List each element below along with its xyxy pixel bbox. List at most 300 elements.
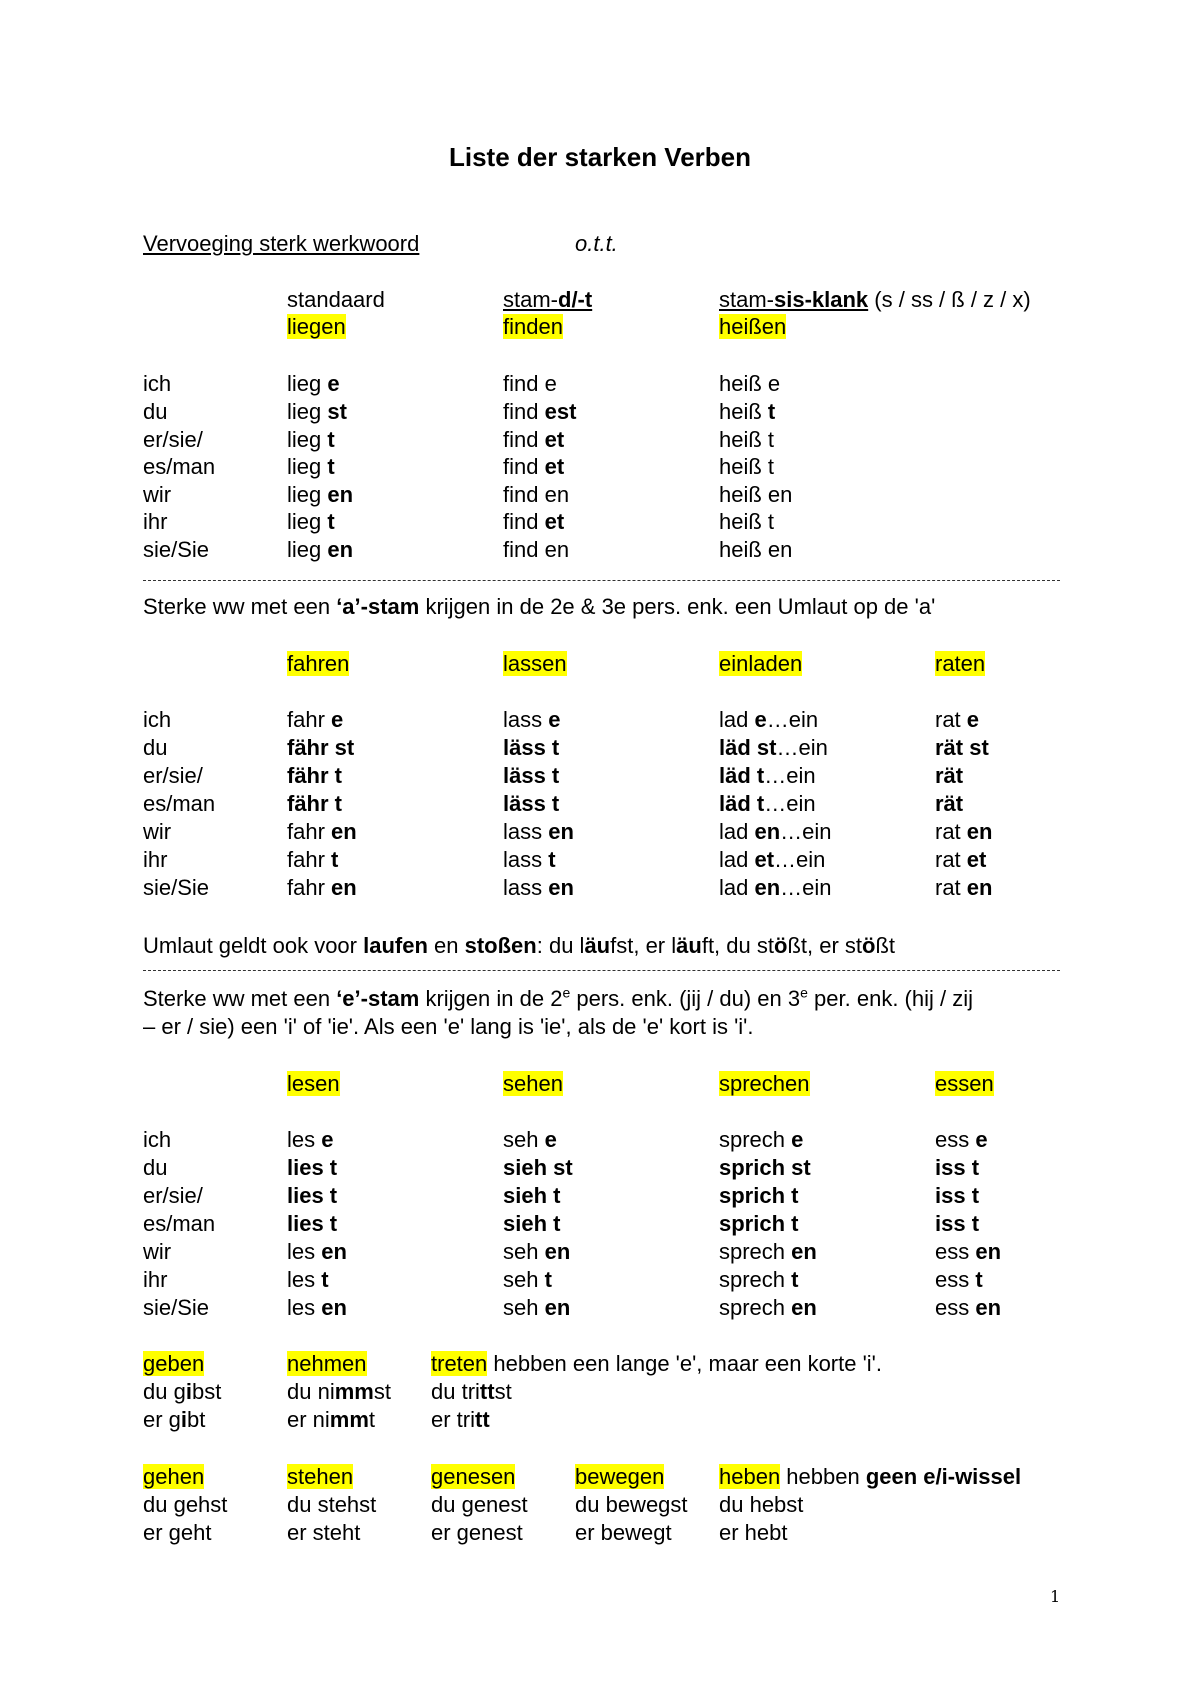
ending: t (767, 399, 776, 424)
ending: et (544, 454, 565, 479)
conjugation-heissen (719, 426, 774, 454)
text-run: ich (143, 371, 172, 396)
text-run: er/sie/ (143, 763, 203, 788)
text-run: lieg (287, 482, 328, 507)
text-run: er/sie/ (143, 1183, 203, 1208)
conjugation-raten (935, 762, 963, 790)
ending: e (975, 1127, 988, 1152)
text-run: ihr (143, 509, 168, 534)
conjugation-liegen (287, 508, 335, 536)
text-run: lad (719, 819, 755, 844)
verb-header (287, 650, 349, 678)
verb-name: finden (503, 314, 563, 339)
ending: e (966, 707, 980, 732)
conjugation-sprechen (719, 1210, 798, 1238)
text-run: sie/Sie (143, 1295, 210, 1320)
text-run: sis-klank (774, 287, 869, 312)
ending: t (331, 847, 339, 872)
ending: rät (935, 791, 964, 816)
pronoun (143, 481, 171, 509)
conjugation-raten (935, 734, 989, 762)
conjugation-sehen (503, 1238, 570, 1266)
umlaut-note (143, 932, 895, 960)
ending: t (544, 1267, 552, 1292)
text-run: find e (503, 371, 557, 396)
verb-header (431, 1463, 515, 1491)
conjugation-einladen (719, 734, 828, 762)
conjugation-sprechen (719, 1266, 798, 1294)
conjugation-fahren (287, 790, 342, 818)
text-run: ‘a’-stam (336, 594, 420, 619)
text-run: …ein (774, 847, 826, 872)
conjugation-einladen (719, 818, 832, 846)
ending: en (791, 1295, 817, 1320)
conjugation-essen (935, 1210, 979, 1238)
text-run: ö (862, 933, 876, 958)
ending: e (754, 707, 767, 732)
ending: en (548, 875, 574, 900)
conjugation-heissen (719, 536, 792, 564)
verb-header (575, 1463, 664, 1491)
text-run: du ni (287, 1379, 335, 1404)
dashed-separator (143, 970, 1060, 971)
ending: e (548, 707, 561, 732)
text-run: i (180, 1407, 188, 1432)
text-run: seh (503, 1295, 545, 1320)
text-run: lad (719, 847, 755, 872)
ending: lies t (287, 1155, 338, 1180)
heading-text: Vervoeging sterk werkwoord (143, 231, 420, 256)
verb-header (719, 1463, 1021, 1491)
text-run: er steht (287, 1520, 361, 1545)
verb-name: genesen (431, 1464, 516, 1489)
pronoun (143, 370, 171, 398)
text-run: sprech (719, 1267, 792, 1292)
ending: sieh st (503, 1155, 573, 1180)
pronoun (143, 398, 167, 426)
verb-header (503, 650, 567, 678)
verb-name: gehen (143, 1464, 205, 1489)
conjugation-einladen (719, 874, 832, 902)
verb-name: lesen (287, 1071, 340, 1096)
text-run: rat (935, 847, 967, 872)
text-run: lass (503, 819, 549, 844)
ending: en (331, 875, 357, 900)
text-run: lass (503, 847, 549, 872)
text-run: wir (143, 482, 172, 507)
text-run: du stehst (287, 1492, 377, 1517)
text-run: find en (503, 482, 570, 507)
form-heben (719, 1491, 803, 1519)
verb-header (287, 1070, 340, 1098)
conjugation-lesen (287, 1238, 347, 1266)
conjugation-finden (503, 370, 557, 398)
text-run: er ni (287, 1407, 330, 1432)
text-run: ihr (143, 1267, 168, 1292)
ending: läss t (503, 735, 560, 760)
ending: fähr t (287, 763, 342, 788)
text-run: du gehst (143, 1492, 228, 1517)
conjugation-einladen (719, 706, 818, 734)
ending: en (331, 819, 357, 844)
ending: fähr t (287, 791, 342, 816)
text-run: du (143, 1155, 168, 1180)
form-stehen (287, 1491, 376, 1519)
text-run: ‘e’-stam (336, 986, 420, 1011)
text-run: er genest (431, 1520, 523, 1545)
text-run: find (503, 454, 545, 479)
text-run: stam- (719, 287, 774, 312)
text-run: find (503, 427, 545, 452)
conjugation-lassen (503, 846, 556, 874)
conjugation-liegen (287, 453, 335, 481)
column-header-stam-sis (719, 286, 1031, 314)
text-run: heiß (719, 399, 768, 424)
text-run: stam- (503, 287, 558, 312)
ending: iss t (935, 1155, 980, 1180)
ending: läss t (503, 763, 560, 788)
section-note (143, 593, 935, 621)
text-run: e (800, 984, 808, 1001)
form-gehen (143, 1519, 212, 1547)
text-run: tt (479, 1379, 495, 1404)
text-run: du bewegst (575, 1492, 688, 1517)
verb-name: sehen (503, 1071, 563, 1096)
text-run: les (287, 1239, 322, 1264)
verb-name: sprechen (719, 1071, 810, 1096)
text-run: heiß en (719, 537, 793, 562)
tense-text: o.t.t. (575, 231, 618, 256)
conjugation-finden (503, 536, 569, 564)
text-run: sie/Sie (143, 537, 210, 562)
conjugation-fahren (287, 734, 354, 762)
text-run: fahr (287, 707, 332, 732)
ending: en (975, 1239, 1002, 1264)
text-run: du (143, 399, 168, 424)
conjugation-raten (935, 818, 992, 846)
text-run: ßt, er st (787, 933, 862, 958)
form-geben (143, 1378, 221, 1406)
text-run: find en (503, 537, 570, 562)
pronoun (143, 734, 167, 762)
form-bewegen (575, 1519, 672, 1547)
pronoun (143, 1294, 209, 1322)
section-note-cont (143, 1013, 753, 1041)
text-run: er bewegt (575, 1520, 672, 1545)
text-run: er/sie/ (143, 427, 203, 452)
conjugation-heissen (719, 453, 774, 481)
text-run: d/-t (558, 287, 593, 312)
conjugation-lesen (287, 1154, 337, 1182)
verb-name: raten (935, 651, 986, 676)
conjugation-raten (935, 790, 963, 818)
verb-header (719, 1070, 810, 1098)
ending: e (321, 1127, 334, 1152)
text-run: find (503, 399, 545, 424)
text-run: …ein (766, 707, 819, 732)
conjugation-sehen (503, 1294, 570, 1322)
text-run: t (368, 1407, 376, 1432)
text-run: …ein (780, 819, 832, 844)
pronoun (143, 453, 215, 481)
text-run: lieg (287, 371, 328, 396)
text-run: st (373, 1379, 391, 1404)
text-run: heiß t (719, 509, 775, 534)
verb-name: stehen (287, 1464, 354, 1489)
conjugation-fahren (287, 762, 342, 790)
text-run: per. enk. (hij / zij (807, 986, 973, 1011)
text-run: er geht (143, 1520, 212, 1545)
text-run: ö (773, 933, 788, 958)
text-run: es/man (143, 1211, 216, 1236)
text-run: rat (935, 707, 967, 732)
text-run: bt (187, 1407, 206, 1432)
text-run: es/man (143, 791, 216, 816)
form-treten (431, 1406, 490, 1434)
text-run: seh (503, 1127, 545, 1152)
text-run: en (427, 933, 465, 958)
ending: e (327, 371, 340, 396)
verb-name: heißen (719, 314, 787, 339)
conjugation-raten (935, 874, 992, 902)
ending: st (327, 399, 347, 424)
conjugation-einladen (719, 846, 825, 874)
verb-header (503, 1070, 563, 1098)
text-run: pers. enk. (jij / du) en 3 (570, 986, 801, 1011)
ending: en (791, 1239, 817, 1264)
conjugation-sprechen (719, 1126, 803, 1154)
verb-header (935, 650, 985, 678)
text-run: äu (676, 933, 702, 958)
text-run: ßt (875, 933, 896, 958)
pronoun (143, 426, 203, 454)
ending: rät (935, 763, 964, 788)
verb-header (935, 1070, 994, 1098)
pronoun (143, 1154, 167, 1182)
verb-name: geben (143, 1351, 205, 1376)
text-run: lass (503, 707, 549, 732)
dashed-separator (143, 580, 1060, 581)
pronoun (143, 846, 167, 874)
conjugation-finden (503, 426, 564, 454)
verb-name: essen (935, 1071, 994, 1096)
form-bewegen (575, 1491, 688, 1519)
text-run: ich (143, 1127, 172, 1152)
conjugation-lesen (287, 1210, 337, 1238)
pronoun (143, 1126, 171, 1154)
conjugation-lassen (503, 762, 559, 790)
form-nehmen (287, 1378, 391, 1406)
ending: sprich t (719, 1183, 799, 1208)
verb-header (143, 1350, 204, 1378)
text-run: geen e/i-wissel (865, 1464, 1022, 1489)
text-run: er g (143, 1407, 181, 1432)
text-run: fahr (287, 819, 332, 844)
text-run: ess (935, 1127, 976, 1152)
text-run: laufen (363, 933, 428, 958)
ending: lies t (287, 1211, 338, 1236)
text-run: ft, du st (701, 933, 774, 958)
text-run: tt (475, 1407, 490, 1432)
verb-name: liegen (287, 314, 346, 339)
conjugation-liegen (287, 481, 353, 509)
pronoun (143, 1182, 203, 1210)
ending: en (321, 1239, 347, 1264)
verb-header (503, 313, 563, 341)
ending: lies t (287, 1183, 338, 1208)
text-run: du g (143, 1379, 186, 1404)
conjugation-lassen (503, 734, 559, 762)
column-header-standaard (287, 286, 385, 314)
conjugation-essen (935, 1294, 1001, 1322)
ending: sprich st (719, 1155, 811, 1180)
ending: est (544, 399, 577, 424)
ending: en (754, 819, 781, 844)
text-run: mm (334, 1379, 374, 1404)
verb-header (719, 650, 802, 678)
text-run: du hebst (719, 1492, 804, 1517)
verb-name: treten (431, 1351, 488, 1376)
conjugation-sprechen (719, 1238, 817, 1266)
section-note (143, 985, 973, 1013)
text-run: find (503, 509, 545, 534)
text-run: hebben een lange 'e', maar een korte 'i'. (487, 1351, 882, 1376)
ending: en (966, 819, 993, 844)
pronoun (143, 1266, 167, 1294)
form-stehen (287, 1519, 360, 1547)
ending: läd t (719, 763, 765, 788)
text-run: lass (503, 875, 549, 900)
ending: e (544, 1127, 557, 1152)
text-run: …ein (780, 875, 832, 900)
text-run: mm (329, 1407, 369, 1432)
conjugation-lassen (503, 818, 574, 846)
conjugation-lesen (287, 1182, 337, 1210)
conjugation-essen (935, 1266, 983, 1294)
ending: en (975, 1295, 1002, 1320)
conjugation-raten (935, 706, 979, 734)
verb-header (287, 1463, 353, 1491)
form-genesen (431, 1491, 528, 1519)
text-run: fahr (287, 847, 332, 872)
ending: en (548, 819, 574, 844)
pronoun (143, 706, 171, 734)
conjugation-heissen (719, 370, 780, 398)
text-run: rat (935, 875, 967, 900)
text-run: er hebt (719, 1520, 788, 1545)
text-run: les (287, 1295, 322, 1320)
text-run: wir (143, 1239, 172, 1264)
conjugation-finden (503, 398, 576, 426)
ending: t (327, 427, 335, 452)
text-run: lieg (287, 509, 328, 534)
ending: e (791, 1127, 804, 1152)
conjugation-fahren (287, 874, 357, 902)
pronoun (143, 762, 203, 790)
conjugation-liegen (287, 398, 347, 426)
pronoun (143, 1238, 171, 1266)
ending: rät st (935, 735, 989, 760)
text-run: sprech (719, 1239, 792, 1264)
text-run: hebben (780, 1464, 866, 1489)
text-run: i (185, 1379, 192, 1404)
text-run: les (287, 1267, 322, 1292)
conjugation-fahren (287, 706, 343, 734)
text-run: heiß t (719, 454, 775, 479)
ending: en (327, 482, 354, 507)
text-run: …ein (764, 763, 816, 788)
ending: sprich t (719, 1211, 799, 1236)
ending: t (321, 1267, 329, 1292)
conjugation-sprechen (719, 1154, 811, 1182)
text-run: (s / ss / ß / z / x) (868, 287, 1031, 312)
conjugation-fahren (287, 846, 338, 874)
pronoun (143, 1210, 215, 1238)
text-run: lieg (287, 454, 328, 479)
conjugation-lassen (503, 790, 559, 818)
conjugation-einladen (719, 762, 816, 790)
conjugation-liegen (287, 426, 335, 454)
ending: läss t (503, 791, 560, 816)
text-run: krijgen in de 2 (419, 986, 563, 1011)
text-run: ess (935, 1267, 976, 1292)
text-run: lad (719, 875, 755, 900)
conjugation-fahren (287, 818, 357, 846)
ending: t (975, 1267, 983, 1292)
ending: et (754, 847, 775, 872)
conjugation-lesen (287, 1266, 329, 1294)
ending: iss t (935, 1183, 980, 1208)
form-geben (143, 1406, 205, 1434)
form-heben (719, 1519, 788, 1547)
text-run: – er / sie) een 'i' of 'ie'. Als een 'e' lang is 'ie', als de 'e' kort is 'i'. (143, 1014, 754, 1039)
conjugation-essen (935, 1154, 979, 1182)
pronoun (143, 790, 215, 818)
ending: et (544, 509, 565, 534)
pronoun (143, 818, 171, 846)
conjugation-finden (503, 481, 569, 509)
ending: e (331, 707, 344, 732)
text-run: lieg (287, 399, 328, 424)
ending: t (791, 1267, 799, 1292)
ending: iss t (935, 1211, 980, 1236)
ending: et (544, 427, 565, 452)
form-treten (431, 1378, 512, 1406)
verb-name: einladen (719, 651, 803, 676)
conjugation-lassen (503, 706, 561, 734)
text-run: fst, er l (610, 933, 677, 958)
section-heading (143, 230, 419, 258)
text-run: bst (191, 1379, 222, 1404)
text-run: es/man (143, 454, 216, 479)
text-run: wir (143, 819, 172, 844)
text-run: Sterke ww met een (143, 986, 337, 1011)
form-genesen (431, 1519, 523, 1547)
ending: t (327, 509, 335, 534)
text-run: krijgen in de 2e & 3e pers. enk. een Umlaut op de 'a' (419, 594, 936, 619)
text-run: stoßen (464, 933, 537, 958)
conjugation-finden (503, 453, 564, 481)
text-run: sprech (719, 1295, 792, 1320)
ending: en (321, 1295, 347, 1320)
ending: en (327, 537, 354, 562)
verb-header (287, 1350, 367, 1378)
conjugation-essen (935, 1238, 1001, 1266)
text-run: ich (143, 707, 172, 732)
pronoun (143, 536, 209, 564)
page-title: Liste der starken Verben (448, 142, 752, 172)
text-run: fahr (287, 875, 332, 900)
